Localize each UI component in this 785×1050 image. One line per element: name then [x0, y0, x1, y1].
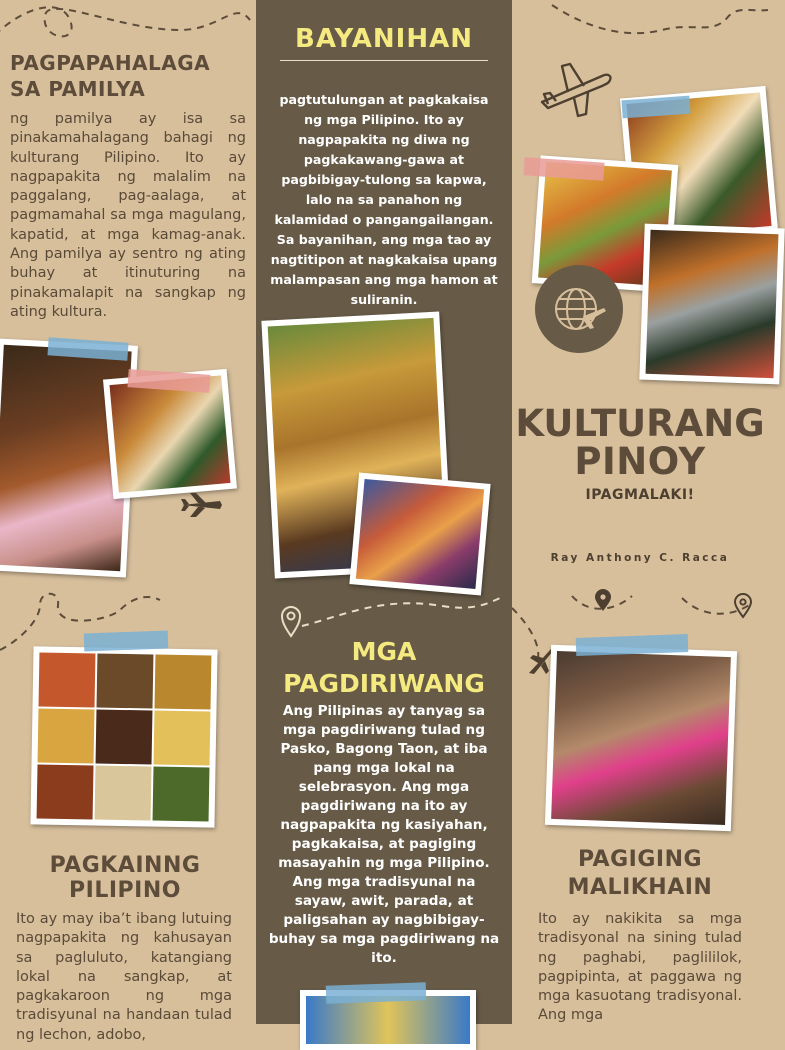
seafood-feast-photo — [639, 224, 784, 385]
filipino-food-collage — [30, 646, 217, 827]
tape-strip — [84, 631, 169, 652]
family-heading: PAGPAPAHALAGA SA PAMILYA — [10, 51, 211, 101]
left-panel — [0, 0, 256, 1043]
dashed-flight-path-top-right — [512, 0, 768, 60]
family-paragraph: ng pamilya ay isa sa pinakamahalagang bahagi ng kulturang Pilipino. Ito ay nagpapakita ng malalim na paggalang, pag-aalaga, at pagmamahal sa mga magulang, kapatid, at mga kamag-anak. Ang pamilya ay sentro ng ating buhay at itinuturing na pinakamalapit na sangkap ng ating kultura. — [10, 111, 246, 320]
bayanihan-title: BAYANIHAN — [295, 24, 473, 54]
weaving-woman-photo — [545, 645, 737, 831]
food-heading-line1: PAGKAINNG — [49, 853, 201, 878]
globe-plane-icon — [534, 264, 624, 354]
creative-heading-line1: PAGIGING — [577, 847, 703, 872]
creative-heading-line2: MALIKHAIN — [567, 875, 713, 900]
festival-heading-line1: MGA — [351, 637, 417, 666]
location-pin-icon — [280, 606, 302, 638]
right-panel — [512, 0, 768, 1024]
main-title-line1: KULTURANG — [515, 402, 765, 445]
festival-paragraph: Ang Pilipinas ay tanyag sa mga pagdiriwang tulad ng Pasko, Bagong Taon, at iba pang mga lokal na selebrasyon. Ang mga pagdiriwang na ito ay nagpapakita ng kasiyahan, pagkakaisa, at pagiging masayahin ng mga Pilipino. Ang mga tradisyunal na sayaw, awit, parada, at paligsahan ay nagbibigay-buhay sa mga pagdiriwang na ito. — [268, 703, 500, 966]
title-underline — [280, 60, 488, 61]
main-title-line2: PINOY — [574, 440, 706, 483]
airplane-icon — [538, 58, 614, 120]
festival-heading-line2: PAGDIRIWANG — [283, 669, 485, 698]
subtitle: IPAGMALAKI! — [585, 487, 695, 503]
creative-paragraph: Ito ay nakikita sa mga tradisyonal na sining tulad ng paghabi, paglililok, pagpipinta, at paggawa ng mga kasuotang tradisyonal. Ang mga — [538, 911, 742, 1024]
bayanihan-paragraph: pagtutulungan at pagkakaisa ng mga Pilipino. Ito ay nagpapakita ng diwa ng pagkakawang-gawa at pagbibigay-tulong sa kapwa, lalo na sa panahon ng kalamidad o pangangailangan. Sa bayanihan, ang mga tao ay nagtitipon at nagkakaisa upang malampasan ang mga hamon at suliranin. — [270, 92, 498, 307]
location-pin-icon — [734, 594, 752, 618]
food-paragraph: Ito ay may iba’t ibang lutuing nagpapakita ng kahusayan sa pagluluto, katangiang lokal na sangkap, at pagkakaroon ng mga tradisyunal na handaan tulad ng lechon, adobo, — [16, 911, 232, 1043]
author-name: Ray Anthony C. Racca — [550, 552, 730, 564]
airplane-silhouette-icon — [180, 492, 224, 518]
food-heading-line2: PILIPINO — [69, 878, 181, 903]
tape-strip — [326, 982, 427, 1003]
dashed-flight-path-middle — [302, 596, 502, 636]
location-pin-icon — [594, 590, 612, 612]
middle-panel — [256, 0, 512, 1024]
festival-dance-painting — [349, 472, 490, 595]
